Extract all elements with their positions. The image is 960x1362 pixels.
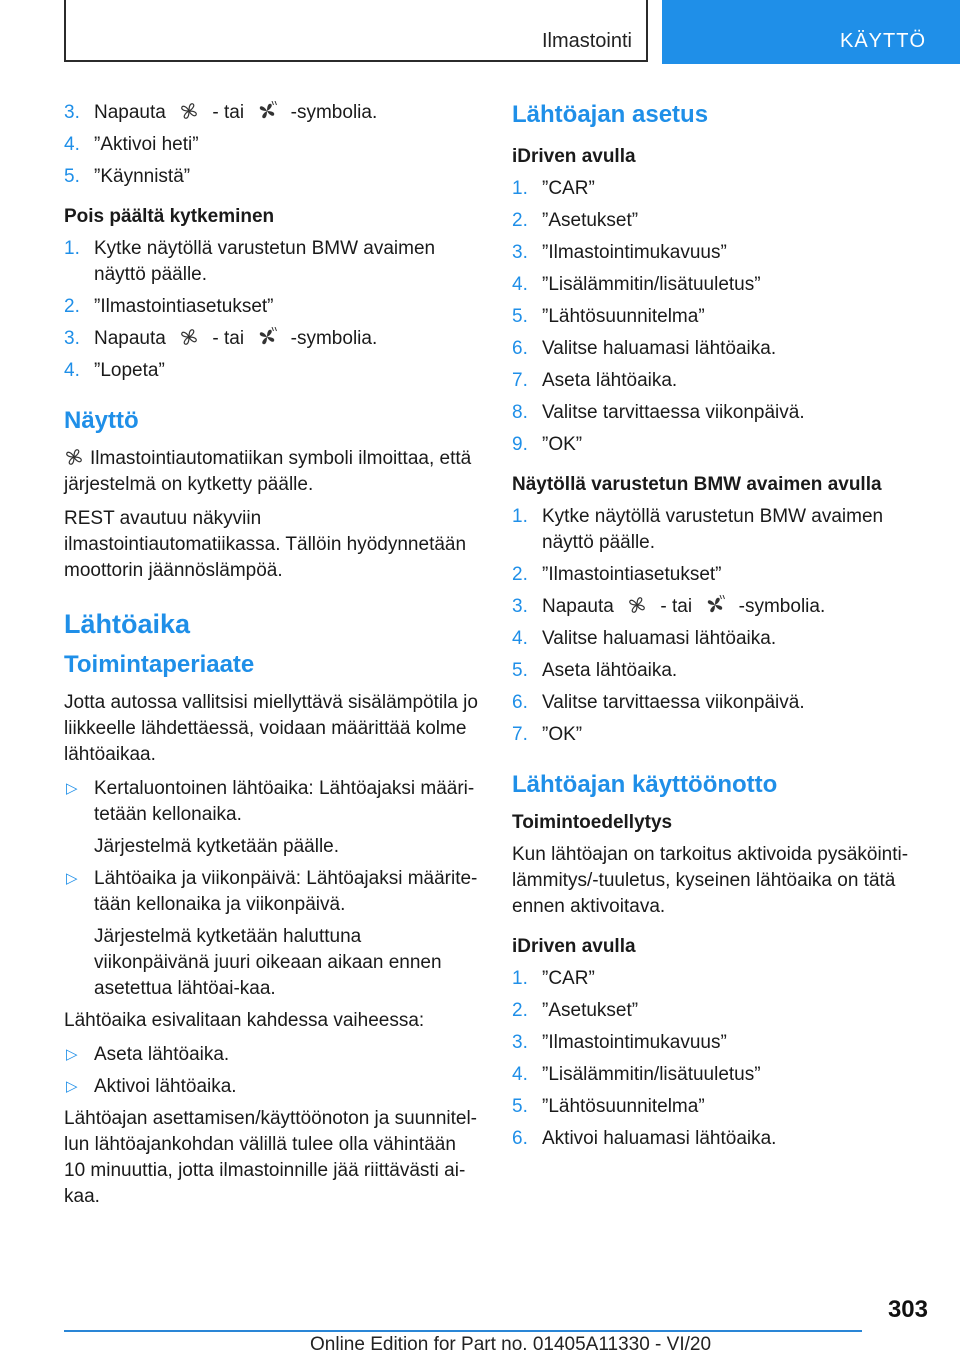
list-number: 2. <box>512 1000 528 1021</box>
list-number: 7. <box>512 370 528 391</box>
list-item: 4. Valitse haluamasi lähtöaika. <box>512 628 777 649</box>
list-number: 6. <box>512 338 528 359</box>
list-item <box>512 1062 912 1088</box>
section-heading: Lähtöajan käyttöönotto <box>512 771 778 798</box>
header-section-box <box>64 0 648 62</box>
section-heading: Lähtöajan asetus <box>512 101 709 128</box>
paragraph: REST avautuu näkyviin ilmastointiautomatiikassa. Tällöin hyödynnetään moottorin jäännöslämpöä. <box>64 508 467 581</box>
section-subheading: Pois päältä kytkeminen <box>64 206 275 227</box>
list-number: 4. <box>512 274 528 295</box>
list-item: 3. Napauta - tai -symbolia. <box>64 328 378 349</box>
list-item: 3. Napauta - tai -symbolia. <box>64 102 378 123</box>
idrive-steps-list <box>512 176 912 458</box>
list-text: ”OK” <box>542 434 583 455</box>
list-item: 7. ”OK” <box>512 724 583 745</box>
list-number: 8. <box>512 402 528 423</box>
list-text: ”Asetukset” <box>542 210 639 231</box>
list-item: 5. Aseta lähtöaika. <box>512 660 678 681</box>
list-item <box>512 1030 912 1056</box>
list-number: 5. <box>512 306 528 327</box>
list-text: ”Ilmastointimukavuus” <box>542 242 727 263</box>
bullet-item: ▷ Lähtöaika ja viikonpäivä: Lähtöajaksi määrite-tään kellonaika ja viikonpäivä. <box>66 868 478 915</box>
list-item: 5. ”Käynnistä” <box>64 166 191 187</box>
list-number: 5. <box>512 1096 528 1117</box>
list-text: ”Lisälämmitin/lisätuuletus” <box>542 274 761 295</box>
list-text: ”Lähtösuunnitelma” <box>542 1096 705 1117</box>
list-item: 2. ”Ilmastointiasetukset” <box>64 296 274 317</box>
fan-heat-icon <box>705 595 725 615</box>
section-subheading: Näytöllä varustetun BMW avaimen avulla <box>512 474 882 495</box>
section-subheading: Toimintoedellytys <box>512 812 673 833</box>
list-item <box>512 966 912 992</box>
list-number: 4. <box>512 1064 528 1085</box>
list-item: 4. ”Lopeta” <box>64 360 165 381</box>
chapter-heading: Lähtöaika <box>64 609 191 639</box>
footer-edition: Online Edition for Part no. 01405A11330 - VI/20 <box>310 1334 712 1355</box>
bullet-continuation: Järjestelmä kytketään päälle. <box>94 836 340 857</box>
paragraph: Ilmastointiautomatiikan symboli ilmoittaa, että järjestelmä on kytketty päälle. <box>64 448 472 495</box>
list-number: 1. <box>512 968 528 989</box>
list-item: 3. Napauta - tai -symbolia. <box>512 596 826 617</box>
list-item <box>512 432 912 458</box>
paragraph: Lähtöaika esivalitaan kahdessa vaiheessa: <box>64 1010 425 1031</box>
list-number: 3. <box>512 242 528 263</box>
paragraph: Lähtöajan asettamisen/käyttöönoton ja suunnitel-lun lähtöajankohdan välillä tulee olla vähintään 10 minuuttia, jotta ilmastoinnille jää riittävästi ai-kaa. <box>64 1108 477 1207</box>
list-item <box>512 304 912 330</box>
section-subheading: iDriven avulla <box>512 936 636 957</box>
triangle-bullet-icon: ▷ <box>66 780 78 797</box>
right-column <box>512 100 912 1158</box>
list-text: ”CAR” <box>542 178 595 199</box>
header-chapter-tab <box>662 0 960 64</box>
section-subheading: iDriven avulla <box>512 146 636 167</box>
header-chapter-title: KÄYTTÖ <box>839 30 926 52</box>
paragraph: Jotta autossa vallitsisi miellyttävä sisälämpötila jo liikkeelle lähdettäessä, voidaan määrittää kolme lähtöaikaa. <box>64 692 478 765</box>
list-text: ”Lähtösuunnitelma” <box>542 306 705 327</box>
section-heading: Näyttö <box>64 407 139 434</box>
list-item <box>512 400 912 426</box>
list-text: ”Lisälämmitin/lisätuuletus” <box>542 1064 761 1085</box>
list-item <box>512 240 912 266</box>
triangle-bullet-icon: ▷ <box>66 1078 78 1095</box>
list-text: ”Asetukset” <box>542 1000 639 1021</box>
bullet-item: ▷ Aktivoi lähtöaika. <box>64 1074 480 1100</box>
section-heading: Toimintaperiaate <box>64 651 255 678</box>
list-text: Aseta lähtöaika. <box>542 370 678 391</box>
list-text: ”CAR” <box>542 968 595 989</box>
list-item <box>512 176 912 202</box>
idrive-steps-list-2 <box>512 966 912 1152</box>
fan-icon <box>64 447 84 467</box>
fan-icon <box>179 101 199 121</box>
list-item: 1. Kytke näytöllä varustetun BMW avaimen näyttö päälle. <box>64 238 436 285</box>
list-text: Valitse tarvittaessa viikonpäivä. <box>542 402 805 423</box>
fan-heat-icon <box>257 327 277 347</box>
fan-icon <box>179 327 199 347</box>
triangle-bullet-icon: ▷ <box>66 1046 78 1063</box>
list-item: 6. Valitse tarvittaessa viikonpäivä. <box>512 692 805 713</box>
list-item <box>512 1094 912 1120</box>
list-text: Aktivoi haluamasi lähtöaika. <box>542 1128 777 1149</box>
paragraph: Kun lähtöajan on tarkoitus aktivoida pysäköinti-lämmitys/-tuuletus, kyseinen lähtöaika on tätä ennen aktivoitava. <box>512 844 909 917</box>
list-item <box>512 368 912 394</box>
bullet-item: ▷ Aseta lähtöaika. <box>64 1042 480 1068</box>
list-text: ”Ilmastointimukavuus” <box>542 1032 727 1053</box>
list-item: 2. ”Ilmastointiasetukset” <box>512 564 722 585</box>
list-number: 3. <box>512 1032 528 1053</box>
list-item: 1. Kytke näytöllä varustetun BMW avaimen näyttö päälle. <box>512 506 884 553</box>
list-item: 4. ”Aktivoi heti” <box>64 134 199 155</box>
left-column <box>64 100 480 1218</box>
list-text: Valitse haluamasi lähtöaika. <box>542 338 777 359</box>
triangle-bullet-icon: ▷ <box>66 870 78 887</box>
list-number: 9. <box>512 434 528 455</box>
list-number: 2. <box>512 210 528 231</box>
list-number: 1. <box>512 178 528 199</box>
list-item <box>512 272 912 298</box>
bullet-item: ▷ Kertaluontoinen lähtöaika: Lähtöajaksi määri-tetään kellonaika. <box>66 778 475 825</box>
list-item <box>512 1126 912 1152</box>
list-item <box>512 336 912 362</box>
list-item <box>512 208 912 234</box>
header-section-title: Ilmastointi <box>541 30 632 52</box>
bullet-continuation: Järjestelmä kytketään haluttuna viikonpäivänä juuri oikeaan aikaan ennen asetettua lähtöai-kaa. <box>94 926 442 999</box>
fan-heat-icon <box>257 101 277 121</box>
page-number: 303 <box>887 1296 928 1323</box>
list-number: 6. <box>512 1128 528 1149</box>
list-item <box>512 998 912 1024</box>
fan-icon <box>627 595 647 615</box>
footer-divider <box>64 1330 862 1332</box>
